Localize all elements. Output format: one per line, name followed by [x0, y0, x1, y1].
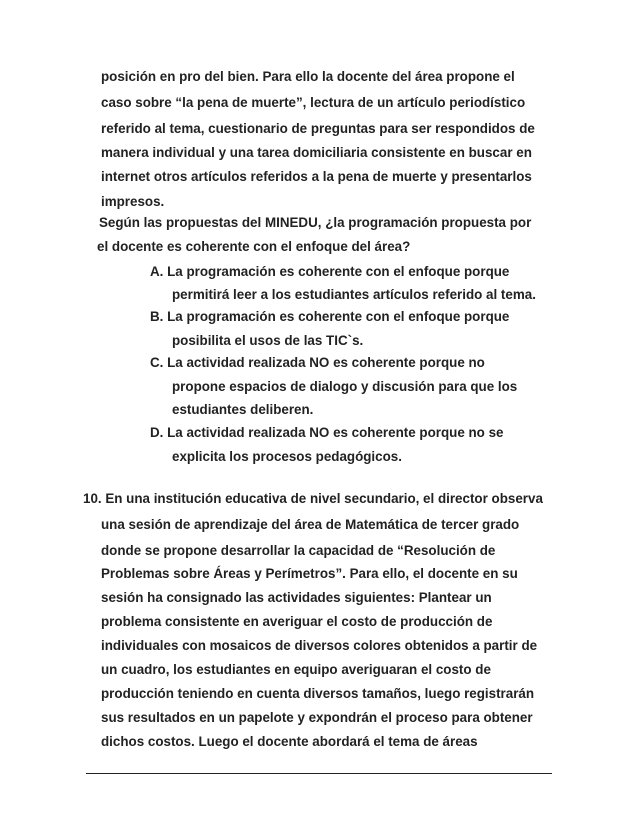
- paragraph-line: internet otros artículos referidos a la pena de muerte y presentarlos: [101, 169, 532, 184]
- paragraph-line: individuales con mosaicos de diversos colores obtenidos a partir de: [101, 638, 538, 653]
- paragraph-line: donde se propone desarrollar la capacidad de “Resolución de: [101, 543, 496, 558]
- paragraph-line: posición en pro del bien. Para ello la docente del área propone el: [101, 69, 515, 84]
- paragraph-line: manera individual y una tarea domiciliaria consistente en buscar en: [101, 145, 532, 160]
- option-a-continued: permitirá leer a los estudiantes artículos referido al tema.: [172, 287, 536, 302]
- option-a: A. La programación es coherente con el enfoque porque: [150, 264, 510, 279]
- option-d-continued: explicita los procesos pedagógicos.: [172, 449, 402, 464]
- paragraph-line: Problemas sobre Áreas y Perímetros”. Para ello, el docente en su: [101, 566, 518, 581]
- paragraph-line: sus resultados en un papelote y expondrán el proceso para obtener: [101, 710, 533, 725]
- question-10-text: 10. En una institución educativa de nivel secundario, el director observa: [83, 491, 543, 506]
- option-c-continued: propone espacios de dialogo y discusión para que los: [172, 379, 518, 394]
- paragraph-line: problema consistente en averiguar el costo de producción de: [101, 614, 493, 629]
- option-c-continued: estudiantes deliberen.: [172, 402, 314, 417]
- question-text: el docente es coherente con el enfoque del área?: [97, 239, 411, 254]
- paragraph-line: producción teniendo en cuenta diversos tamaños, luego registrarán: [101, 686, 535, 701]
- option-b-continued: posibilita el usos de las TIC`s.: [172, 333, 364, 348]
- paragraph-line: dichos costos. Luego el docente abordará el tema de áreas: [101, 734, 478, 749]
- option-b: B. La programación es coherente con el enfoque porque: [150, 309, 510, 324]
- paragraph-line: una sesión de aprendizaje del área de Matemática de tercer grado: [101, 517, 520, 532]
- footer-rule: [86, 773, 552, 774]
- paragraph-line: referido al tema, cuestionario de preguntas para ser respondidos de: [101, 121, 535, 136]
- option-d: D. La actividad realizada NO es coherente porque no se: [150, 425, 504, 440]
- paragraph-line: caso sobre “la pena de muerte”, lectura de un artículo periodístico: [101, 95, 526, 110]
- paragraph-line: sesión ha consignado las actividades siguientes: Plantear un: [101, 590, 492, 605]
- paragraph-line: impresos.: [101, 194, 165, 209]
- option-c: C. La actividad realizada NO es coherente porque no: [150, 355, 485, 370]
- paragraph-line: un cuadro, los estudiantes en equipo averiguaran el costo de: [101, 662, 491, 677]
- question-text: Según las propuestas del MINEDU, ¿la programación propuesta por: [99, 215, 532, 230]
